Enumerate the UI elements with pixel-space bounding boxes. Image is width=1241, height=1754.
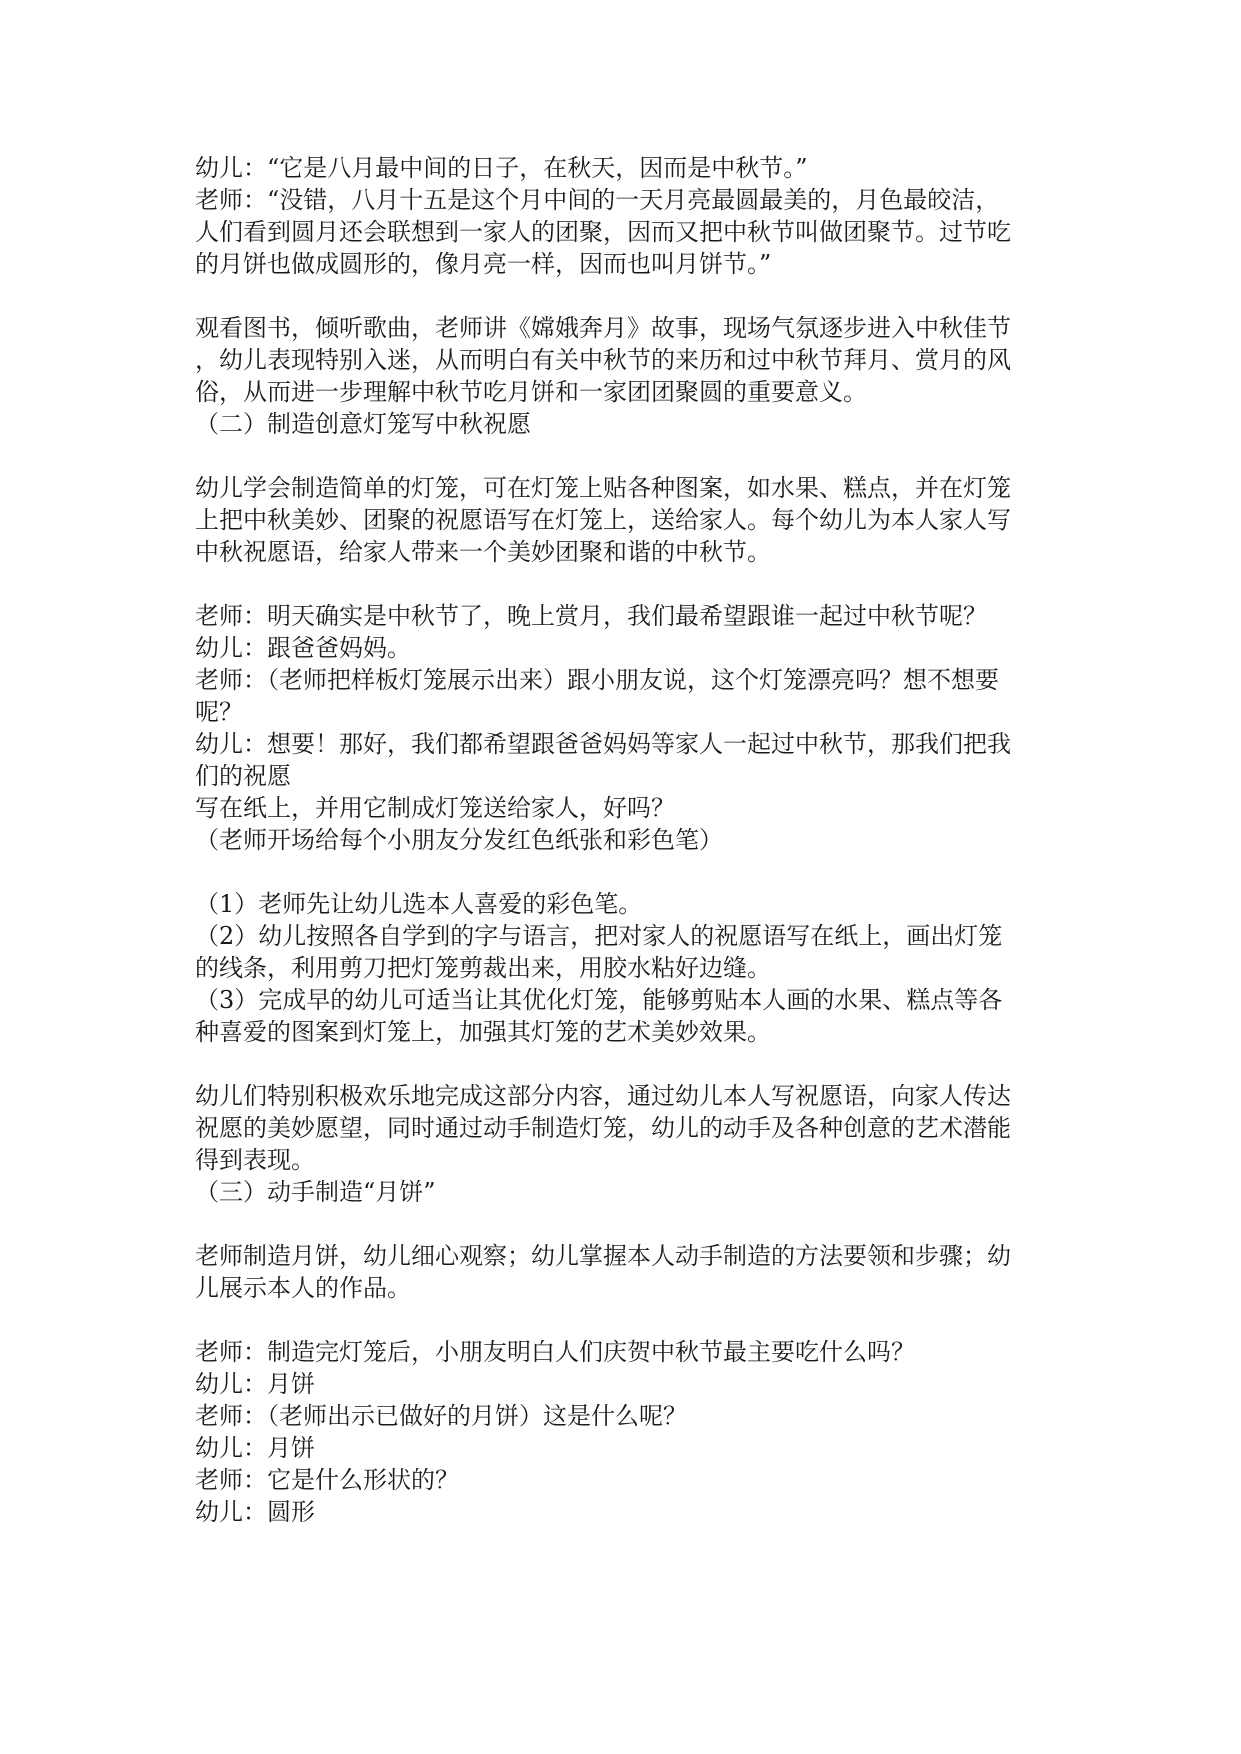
text-line: 上把中秋美妙、团聚的祝愿语写在灯笼上，送给家人。每个幼儿为本人家人写 bbox=[195, 506, 1011, 534]
text-line: 老师：（老师出示已做好的月饼）这是什么呢？ bbox=[195, 1402, 687, 1430]
text-line: 中秋祝愿语，给家人带来一个美妙团聚和谐的中秋节。 bbox=[195, 538, 771, 566]
text-line: 写在纸上，并用它制成灯笼送给家人，好吗？ bbox=[195, 794, 675, 822]
blank-line bbox=[195, 280, 1055, 312]
text-line: 老师：制造完灯笼后，小朋友明白人们庆贺中秋节最主要吃什么吗？ bbox=[195, 1338, 915, 1366]
text-line: （三）动手制造“月饼” bbox=[195, 1178, 436, 1206]
text-line: 幼儿：“它是八月最中间的日子，在秋天，因而是中秋节。” bbox=[195, 154, 808, 182]
text-line: 的线条，利用剪刀把灯笼剪裁出来，用胶水粘好边缝。 bbox=[195, 954, 771, 982]
text-line: 老师：它是什么形状的？ bbox=[195, 1466, 459, 1494]
text-line: 祝愿的美妙愿望，同时通过动手制造灯笼，幼儿的动手及各种创意的艺术潜能 bbox=[195, 1114, 1011, 1142]
blank-line bbox=[195, 440, 1055, 472]
text-line: 幼儿：跟爸爸妈妈。 bbox=[195, 634, 411, 662]
text-line: （二）制造创意灯笼写中秋祝愿 bbox=[195, 410, 531, 438]
text-line: 幼儿：月饼 bbox=[195, 1370, 315, 1398]
blank-line bbox=[195, 1304, 1055, 1336]
text-line: 观看图书，倾听歌曲，老师讲《嫦娥奔月》故事，现场气氛逐步进入中秋佳节 bbox=[195, 314, 1011, 342]
text-line: （老师开场给每个小朋友分发红色纸张和彩色笔） bbox=[195, 826, 723, 854]
text-line: 俗，从而进一步理解中秋节吃月饼和一家团团聚圆的重要意义。 bbox=[195, 378, 867, 406]
text-line: 人们看到圆月还会联想到一家人的团聚，因而又把中秋节叫做团聚节。过节吃 bbox=[195, 218, 1011, 246]
text-line: 幼儿们特别积极欢乐地完成这部分内容，通过幼儿本人写祝愿语，向家人传达 bbox=[195, 1082, 1011, 1110]
text-line: （3）完成早的幼儿可适当让其优化灯笼，能够剪贴本人画的水果、糕点等各 bbox=[195, 986, 1003, 1014]
text-line: （2）幼儿按照各自学到的字与语言，把对家人的祝愿语写在纸上，画出灯笼 bbox=[195, 922, 1003, 950]
text-line: 幼儿：想要！那好，我们都希望跟爸爸妈妈等家人一起过中秋节，那我们把我 bbox=[195, 730, 1011, 758]
text-line: （1）老师先让幼儿选本人喜爱的彩色笔。 bbox=[195, 890, 643, 918]
text-line: 幼儿：月饼 bbox=[195, 1434, 315, 1462]
text-line: 儿展示本人的作品。 bbox=[195, 1274, 411, 1302]
blank-line bbox=[195, 856, 1055, 888]
text-line: 老师制造月饼，幼儿细心观察；幼儿掌握本人动手制造的方法要领和步骤；幼 bbox=[195, 1242, 1011, 1270]
text-line: 得到表现。 bbox=[195, 1146, 315, 1174]
text-line: 老师：（老师把样板灯笼展示出来）跟小朋友说，这个灯笼漂亮吗？想不想要 bbox=[195, 666, 999, 694]
text-line: 的月饼也做成圆形的，像月亮一样，因而也叫月饼节。” bbox=[195, 250, 772, 278]
text-line: ，幼儿表现特别入迷，从而明白有关中秋节的来历和过中秋节拜月、赏月的风 bbox=[195, 346, 1011, 374]
text-line: 老师：明天确实是中秋节了，晚上赏月，我们最希望跟谁一起过中秋节呢？ bbox=[195, 602, 987, 630]
document-page bbox=[195, 152, 1055, 1528]
blank-line bbox=[195, 1048, 1055, 1080]
text-line: 幼儿：圆形 bbox=[195, 1498, 315, 1526]
text-line: 们的祝愿 bbox=[195, 762, 291, 790]
text-line: 种喜爱的图案到灯笼上，加强其灯笼的艺术美妙效果。 bbox=[195, 1018, 771, 1046]
blank-line bbox=[195, 1208, 1055, 1240]
text-line: 老师：“没错，八月十五是这个月中间的一天月亮最圆最美的，月色最皎洁， bbox=[195, 186, 1000, 214]
text-line: 幼儿学会制造简单的灯笼，可在灯笼上贴各种图案，如水果、糕点，并在灯笼 bbox=[195, 474, 1011, 502]
text-line: 呢？ bbox=[195, 698, 243, 726]
blank-line bbox=[195, 568, 1055, 600]
